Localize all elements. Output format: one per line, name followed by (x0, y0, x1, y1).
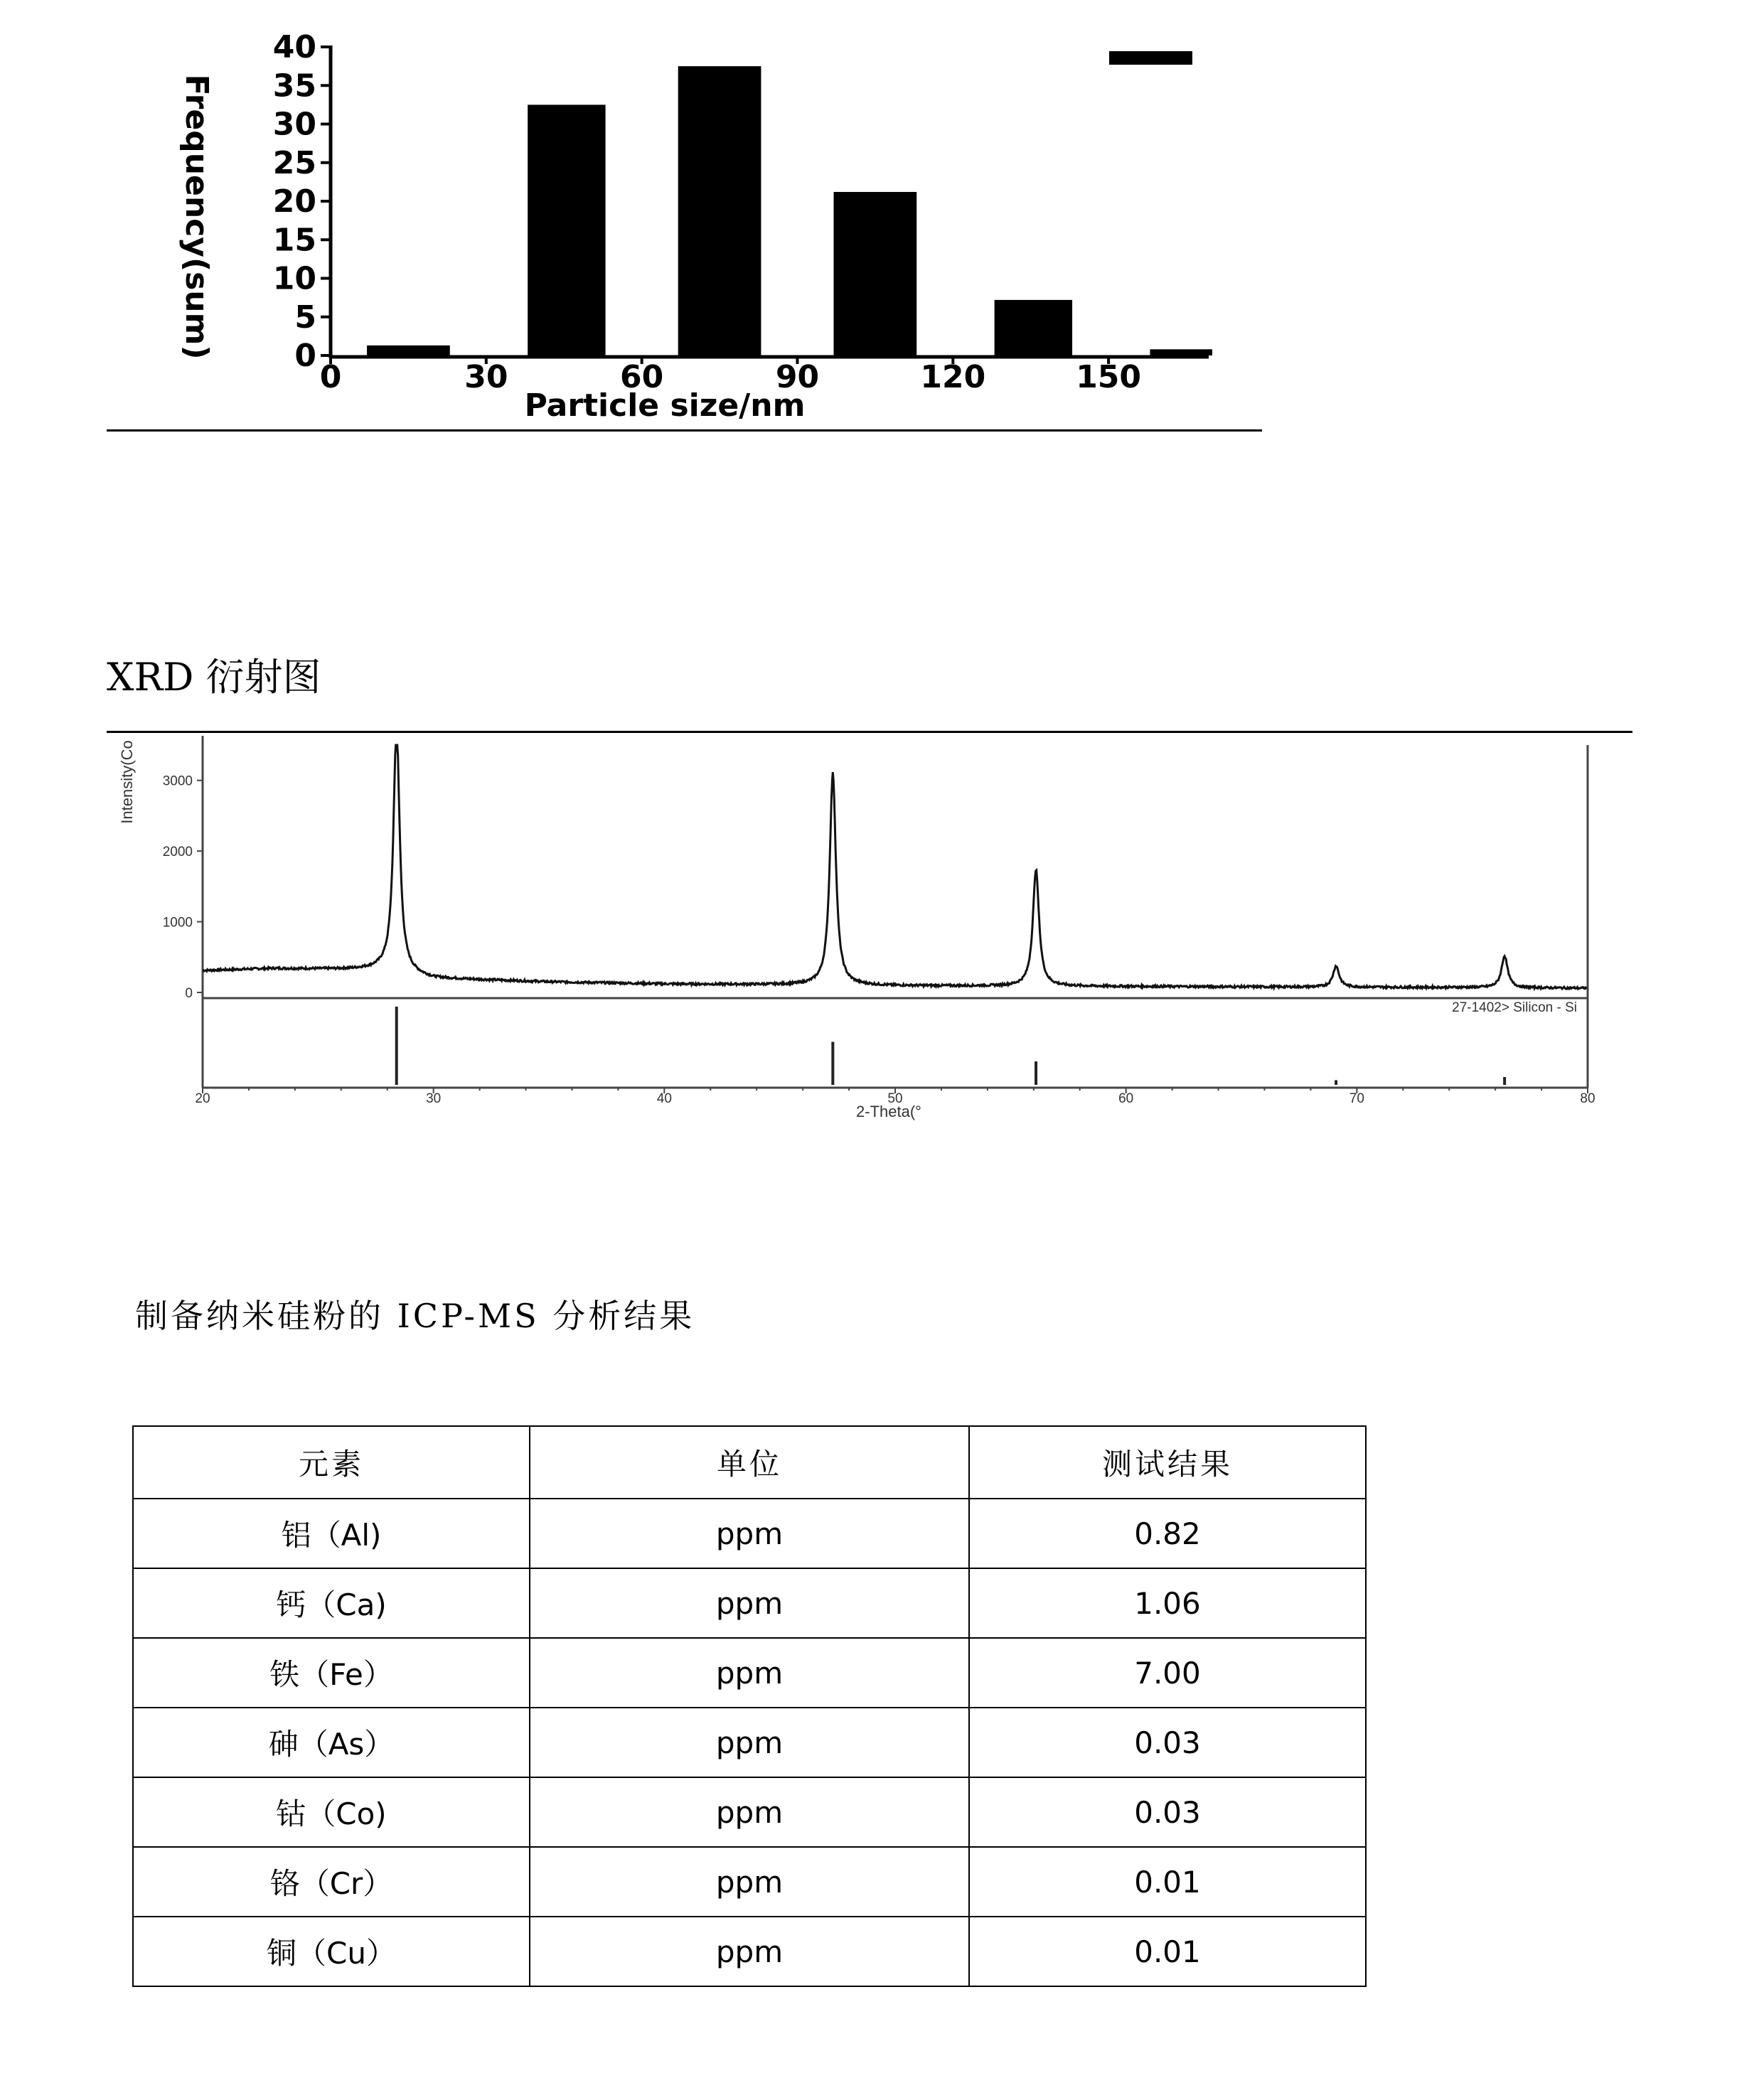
xrd-x-tick-label: 40 (656, 1091, 672, 1106)
hist-bar (995, 300, 1072, 355)
xrd-x-tick-label: 20 (195, 1091, 210, 1106)
cell-result: 0.03 (969, 1777, 1366, 1847)
hist-x-tick-label: 0 (319, 359, 342, 395)
cell-unit: ppm (530, 1917, 969, 1986)
hist-y-tick-label: 25 (272, 144, 316, 181)
header-element: 元素 (133, 1426, 530, 1499)
cell-unit: ppm (530, 1847, 969, 1917)
header-result: 测试结果 (969, 1426, 1366, 1499)
hist-y-tick-label: 15 (272, 222, 316, 259)
hist-y-tick-label: 0 (294, 338, 316, 374)
hist-x-tick-label: 90 (775, 359, 820, 395)
table-row (133, 1777, 1366, 1847)
table-header-row (133, 1426, 1366, 1499)
cell-result: 0.01 (969, 1847, 1366, 1917)
hist-bar (1150, 349, 1212, 355)
cell-result: 7.00 (969, 1638, 1366, 1708)
xrd-x-tick-label: 70 (1349, 1091, 1364, 1106)
xrd-x-tick-label: 80 (1580, 1091, 1595, 1106)
table-row (133, 1917, 1366, 1986)
hist-bar (528, 105, 605, 355)
hist-y-tick-label: 30 (272, 106, 316, 143)
table-row (133, 1638, 1366, 1708)
hist-y-tick-label: 40 (272, 29, 316, 65)
xrd-y-tick-label: 3000 (162, 773, 193, 789)
cell-element: 铬（Cr） (133, 1847, 530, 1917)
hist-x-tick-label: 60 (620, 359, 664, 395)
cell-unit: ppm (530, 1777, 969, 1847)
cell-unit: ppm (530, 1568, 969, 1638)
table-row (133, 1708, 1366, 1777)
particle-size-histogram (0, 0, 1280, 441)
cell-element: 铁（Fe） (133, 1638, 530, 1708)
hist-legend-swatch (1109, 51, 1192, 65)
cell-element: 钴（Co) (133, 1777, 530, 1847)
cell-unit: ppm (530, 1708, 969, 1777)
cell-result: 1.06 (969, 1568, 1366, 1638)
xrd-section-title: XRD 衍射图 (107, 655, 321, 700)
header-unit: 单位 (530, 1426, 969, 1499)
hist-y-tick-label: 5 (294, 299, 316, 336)
hist-x-tick-label: 150 (1076, 359, 1142, 395)
cell-element: 砷（As） (133, 1708, 530, 1777)
hist-bar (367, 346, 450, 355)
xrd-x-tick-label: 30 (426, 1091, 442, 1106)
cell-result: 0.82 (969, 1499, 1366, 1568)
hist-bar (834, 192, 917, 355)
cell-result: 0.03 (969, 1708, 1366, 1777)
hist-y-tick-label: 20 (272, 183, 316, 220)
cell-element: 铝（Al) (133, 1499, 530, 1568)
cell-element: 铜（Cu） (133, 1917, 530, 1986)
hist-y-tick-label: 10 (272, 260, 316, 297)
xrd-x-axis-label: 2-Theta(° (856, 1103, 921, 1120)
table-row (133, 1847, 1366, 1917)
table-row (133, 1568, 1366, 1638)
cell-element: 钙（Ca) (133, 1568, 530, 1638)
hist-x-tick-label: 120 (920, 359, 986, 395)
hist-y-axis-label: Frequency(sum) (178, 74, 215, 360)
hist-underline (107, 429, 1262, 432)
xrd-intensity-curve (203, 745, 1587, 989)
xrd-diffraction-chart (0, 732, 1635, 1130)
cell-result: 0.01 (969, 1917, 1366, 1986)
xrd-reference-label: 27-1402> Silicon - Si (1452, 1000, 1577, 1015)
cell-unit: ppm (530, 1638, 969, 1708)
xrd-y-tick-label: 0 (185, 986, 193, 1001)
cell-unit: ppm (530, 1499, 969, 1568)
xrd-y-tick-label: 1000 (162, 915, 193, 931)
hist-y-tick-label: 35 (272, 68, 316, 105)
xrd-y-axis-label: Intensity(Co (118, 740, 136, 824)
table-row (133, 1499, 1366, 1568)
xrd-x-tick-label: 60 (1118, 1091, 1134, 1106)
icp-caption: 制备纳米硅粉的 ICP-MS 分析结果 (135, 1297, 695, 1335)
hist-x-axis-label: Particle size/nm (524, 387, 806, 424)
hist-x-tick-label: 30 (464, 359, 508, 395)
hist-bar (678, 66, 761, 355)
xrd-x-tick-label: 50 (887, 1091, 903, 1106)
xrd-y-tick-label: 2000 (162, 845, 193, 860)
icp-results-table (132, 1425, 1367, 1987)
